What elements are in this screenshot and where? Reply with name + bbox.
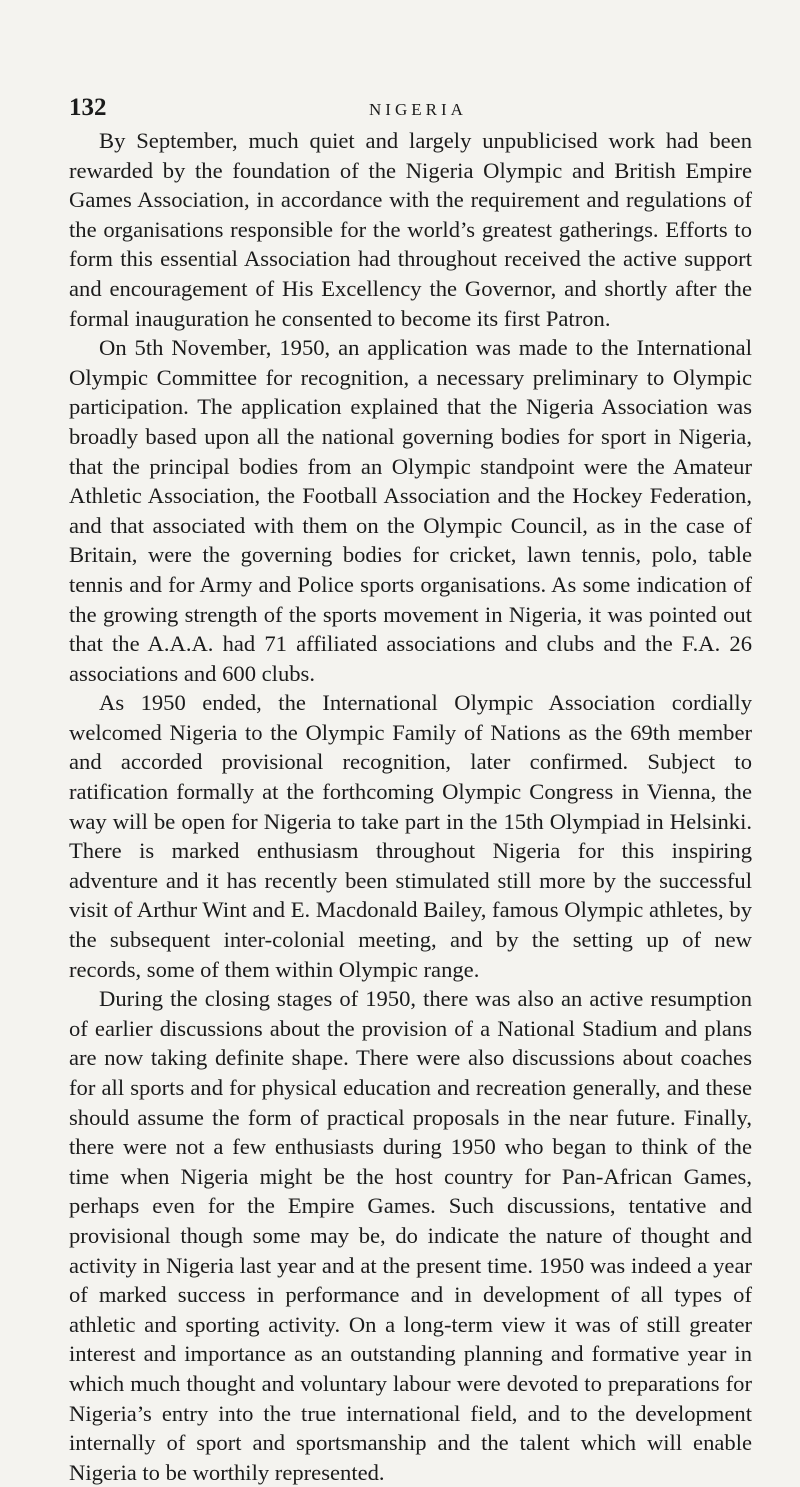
page-number: 132: [69, 94, 107, 121]
paragraph: During the closing stages of 1950, there was also an active resumption of earlier discussions about the provision of a National Stadium and plans are now taking definite shape. There were also discussions about coaches for all sports and for physical education and recreation generally, and these should assume the form of practical proposals in the near future. Finally, there were not a few enthusiasts during 1950 who began to think of the time when Nigeria might be the host country for Pan-African Games, perhaps even for the Empire Games. Such discussions, tentative and provisional though some may be, do indicate the nature of thought and activity in Nigeria last year and at the present time. 1950 was indeed a year of marked success in performance and in development of all types of athletic and sporting activity. On a long-term view it was of still greater interest and importance as an outstanding planning and formative year in which much thought and voluntary labour were devoted to preparations for Nigeria’s entry into the true international field, and to the development internally of sport and sportsmanship and the talent which will enable Nigeria to be worthily represented.: [69, 986, 752, 1485]
running-head: NIGERIA: [369, 100, 467, 119]
paragraph: On 5th November, 1950, an application was made to the International Olympic Committee for recognition, a necessary preliminary to Olympic participation. The application explained that the Nigeria Association was broadly based upon all the national governing bodies for sport in Nigeria, that the principal bodies from an Olympic standpoint were the Amateur Athletic Association, the Football Association and the Hockey Federation, and that associated with them on the Olympic Council, as in the case of Britain, were the governing bodies for cricket, lawn tennis, polo, table tennis and for Army and Police sports organisations. As some indication of the growing strength of the sports movement in Nigeria, it was pointed out that the A.A.A. had 71 affiliated associations and clubs and the F.A. 26 associations and 600 clubs.: [69, 335, 752, 686]
paragraph: By September, much quiet and largely unpublicised work had been rewarded by the foundation of the Nigeria Olympic and British Empire Games Association, in accordance with the requirement and regulations of the organisations responsible for the world’s greatest gatherings. Efforts to form this essential Association had throughout received the active support and encouragement of His Excellency the Governor, and shortly after the formal inauguration he consented to become its first Patron.: [69, 128, 752, 331]
body-text: [69, 126, 752, 1487]
page-header: [69, 94, 689, 124]
paragraph: As 1950 ended, the International Olympic Association cordially welcomed Nigeria to the Olympic Family of Nations as the 69th member and accorded provisional recognition, later confirmed. Subject to ratification formally at the forthcoming Olympic Congress in Vienna, the way will be open for Nigeria to take part in the 15th Olympiad in Helsinki. There is marked enthusiasm throughout Nigeria for this inspiring adventure and it has recently been stimulated still more by the successful visit of Arthur Wint and E. Macdonald Bailey, famous Olympic athletes, by the subsequent inter-colonial meeting, and by the setting up of new records, some of them within Olympic range.: [69, 690, 752, 982]
